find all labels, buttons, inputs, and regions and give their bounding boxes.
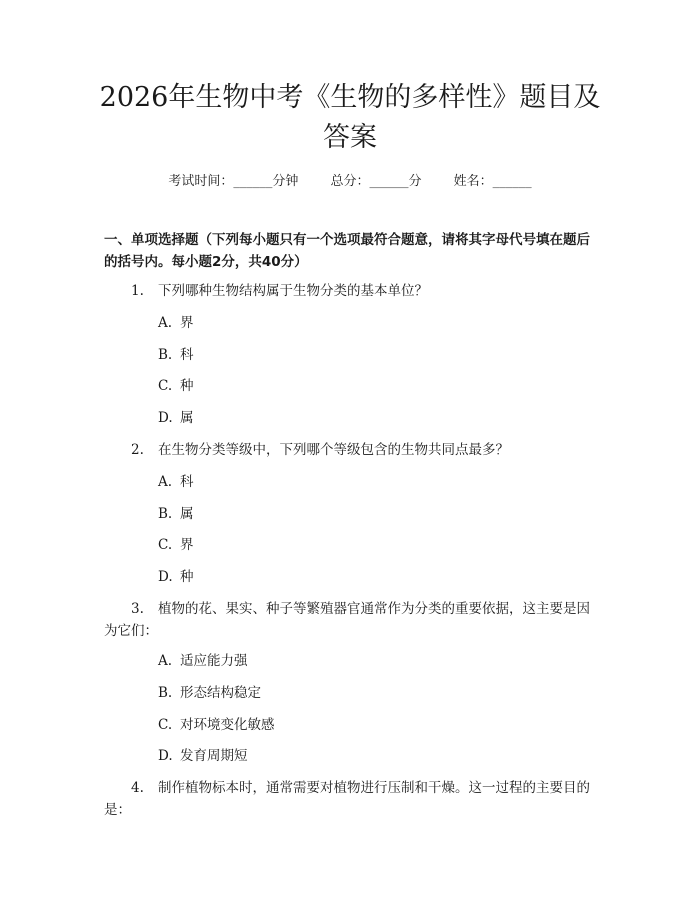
option-text: 属 (180, 506, 194, 522)
option-letter: B. (158, 685, 173, 701)
question-text: 植物的花、果实、种子等繁殖器官通常作为分类的重要依据，这主要是因为它们： (104, 601, 590, 639)
q1-option-a (158, 313, 194, 333)
exam-meta (0, 170, 700, 189)
q1-option-c (158, 376, 194, 396)
option-text: 对环境变化敏感 (180, 717, 275, 733)
student-name-field: 姓名：______ (453, 174, 532, 189)
question-number: 4. (131, 780, 144, 796)
option-letter: A. (158, 315, 173, 331)
section-heading: 一、单项选择题（下列每小题只有一个选项最符合题意，请将其字母代号填在题后的括号内。每小题2分，共40分） (104, 232, 590, 270)
total-score-field: 总分：______分 (330, 174, 422, 189)
question-2 (131, 439, 600, 461)
option-text: 种 (180, 378, 194, 394)
exam-time-field: 考试时间：______分钟 (168, 174, 299, 189)
option-letter: C. (158, 717, 173, 733)
option-letter: B. (158, 347, 173, 363)
option-letter: C. (158, 378, 173, 394)
option-text: 适应能力强 (180, 653, 248, 669)
option-text: 科 (180, 347, 194, 363)
question-text: 下列哪种生物结构属于生物分类的基本单位？ (158, 283, 428, 299)
option-letter: A. (158, 474, 173, 490)
q2-option-b (158, 504, 194, 524)
q3-option-b (158, 683, 261, 703)
q1-option-b (158, 345, 194, 365)
q3-option-a (158, 651, 248, 671)
option-letter: D. (158, 748, 173, 764)
option-letter: D. (158, 410, 173, 426)
question-text: 在生物分类等级中，下列哪个等级包含的生物共同点最多？ (158, 442, 509, 458)
q1-option-d (158, 408, 194, 428)
option-text: 形态结构稳定 (180, 685, 261, 701)
option-text: 属 (180, 410, 194, 426)
q2-option-d (158, 567, 194, 587)
option-text: 种 (180, 569, 194, 585)
q3-option-d (158, 746, 248, 766)
option-text: 发育周期短 (180, 748, 248, 764)
page-title: 2026年生物中考《生物的多样性》题目及答案 (99, 82, 601, 153)
option-letter: C. (158, 537, 173, 553)
q2-option-c (158, 535, 194, 555)
question-3 (104, 598, 600, 642)
option-text: 科 (180, 474, 194, 490)
option-letter: A. (158, 653, 173, 669)
q3-option-c (158, 715, 275, 735)
option-text: 界 (180, 315, 194, 331)
question-4 (104, 777, 600, 821)
option-letter: D. (158, 569, 173, 585)
question-number: 2. (131, 442, 144, 458)
question-number: 3. (131, 601, 144, 617)
question-1 (131, 280, 600, 302)
question-text: 制作植物标本时，通常需要对植物进行压制和干燥。这一过程的主要目的是： (104, 780, 590, 818)
question-number: 1. (131, 283, 144, 299)
option-letter: B. (158, 506, 173, 522)
q2-option-a (158, 472, 194, 492)
option-text: 界 (180, 537, 194, 553)
